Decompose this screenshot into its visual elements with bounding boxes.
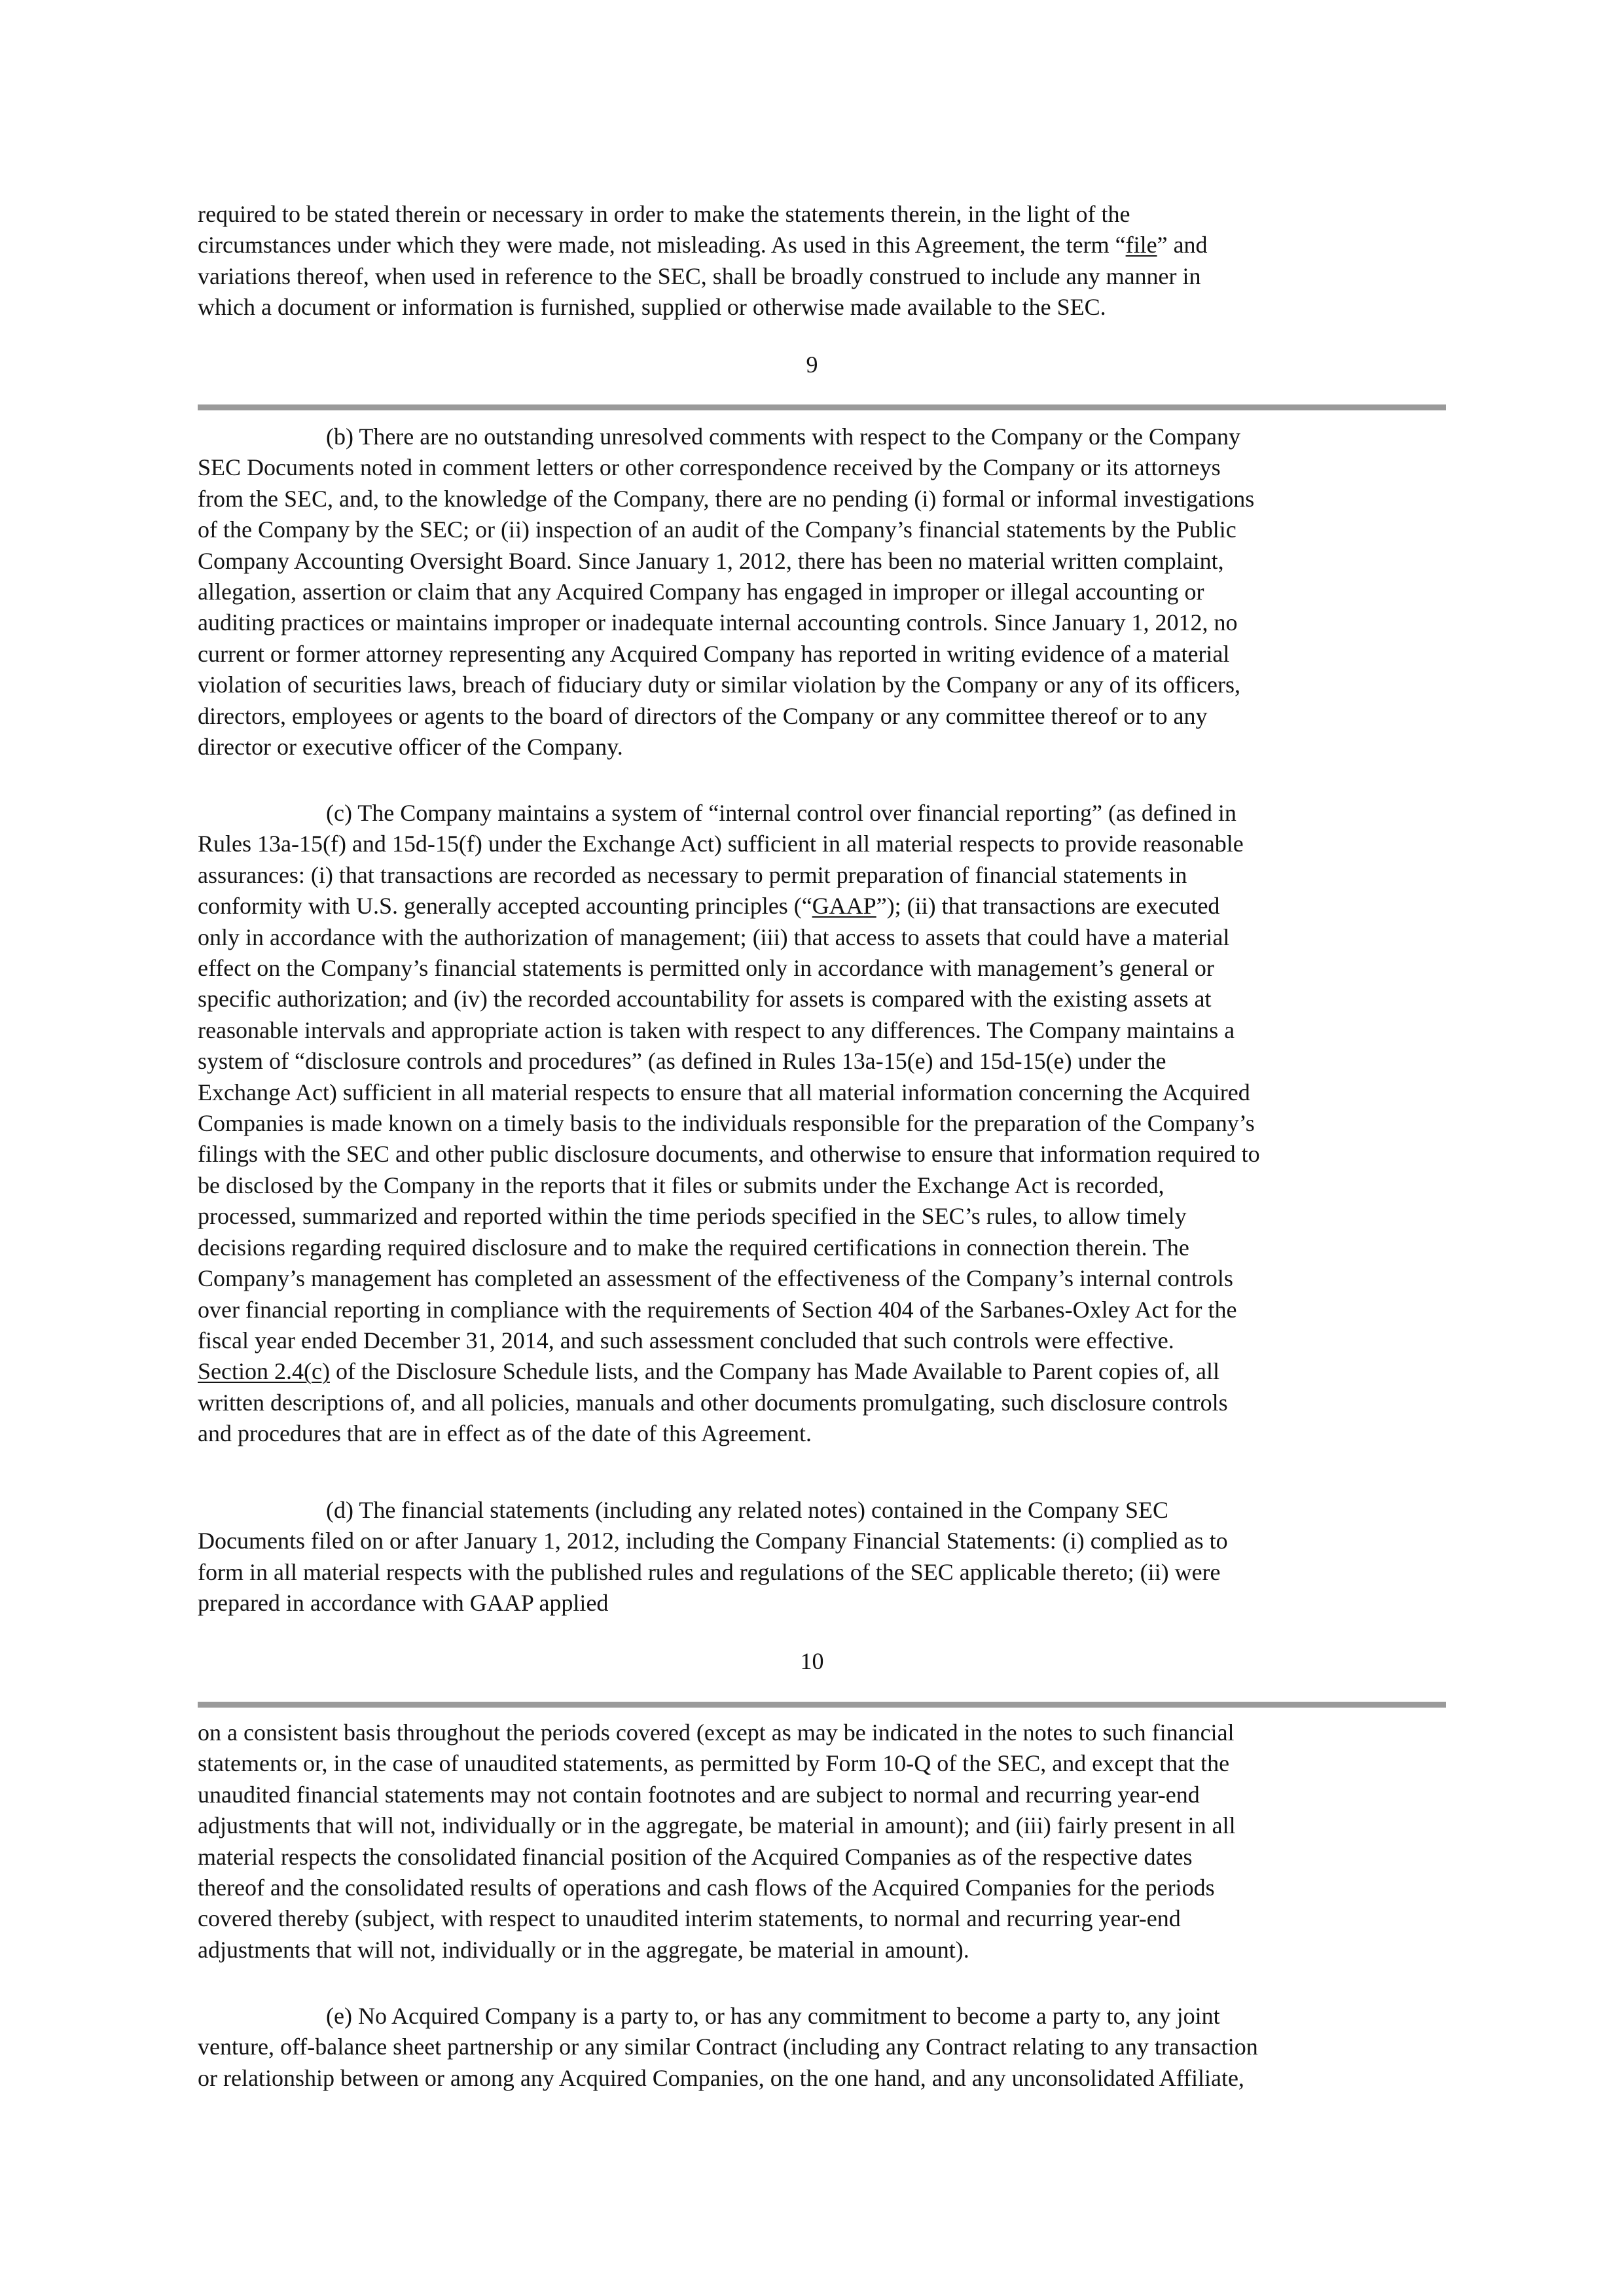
text-run: only in accordance with the authorization of management; (iii) that access to assets that could have a material xyxy=(198,924,1230,950)
text-run: decisions regarding required disclosure and to make the required certifications in connection therein. The xyxy=(198,1234,1189,1261)
text-run: material respects the consolidated financial position of the Acquired Companies as of the respective dates xyxy=(198,1843,1193,1870)
text-line xyxy=(198,798,1441,829)
text-run: required to be stated therein or necessary in order to make the statements therein, in the light of the xyxy=(198,201,1130,227)
text-line xyxy=(198,422,1441,452)
text-line xyxy=(198,546,1441,577)
page-number-10: 10 xyxy=(800,1648,824,1674)
text-run: effect on the Company’s financial statements is permitted only in accordance with management’s general or xyxy=(198,955,1214,982)
text-run: covered thereby (subject, with respect to unaudited interim statements, to normal and recurring year-end xyxy=(198,1905,1181,1932)
text-run: fiscal year ended December 31, 2014, and such assessment concluded that such controls were effective. xyxy=(198,1327,1174,1354)
text-run: filings with the SEC and other public disclosure documents, and otherwise to ensure that information required to xyxy=(198,1141,1260,1168)
text-line xyxy=(198,829,1441,859)
text-run: specific authorization; and (iv) the recorded accountability for assets is compared with the existing assets at xyxy=(198,986,1212,1013)
text-run: Exchange Act) sufficient in all material respects to ensure that all material information concerning the Acquired xyxy=(198,1079,1250,1105)
text-line xyxy=(198,639,1441,670)
text-line xyxy=(198,1557,1441,1588)
text-run: auditing practices or maintains improper or inadequate internal accounting controls. Since January 1, 2012, no xyxy=(198,609,1238,636)
page-number-9: 9 xyxy=(806,351,818,378)
text-line xyxy=(198,1903,1441,1934)
text-line xyxy=(198,1748,1441,1779)
text-run: Documents filed on or after January 1, 2012, including the Company Financial Statements: (i) complied as to xyxy=(198,1528,1228,1554)
text-line xyxy=(198,1170,1441,1201)
text-run: of the Company by the SEC; or (ii) inspection of an audit of the Company’s financial statements by the Public xyxy=(198,516,1236,543)
text-line xyxy=(198,292,1441,323)
text-line xyxy=(198,701,1441,732)
text-line xyxy=(198,922,1441,953)
text-line xyxy=(198,607,1441,638)
text-run: Company’s management has completed an assessment of the effectiveness of the Company’s internal controls xyxy=(198,1265,1233,1292)
text-line xyxy=(198,1418,1441,1449)
text-line xyxy=(198,670,1441,700)
text-line xyxy=(198,1717,1441,1748)
text-line xyxy=(198,2032,1441,2062)
text-line xyxy=(198,1526,1441,1556)
text-run: variations thereof, when used in reference to the SEC, shall be broadly construed to include any manner in xyxy=(198,262,1201,289)
text-run: thereof and the consolidated results of operations and cash flows of the Acquired Companies for the periods xyxy=(198,1874,1215,1901)
text-line xyxy=(198,1263,1441,1294)
text-line xyxy=(198,1356,1441,1387)
text-line xyxy=(198,2001,1441,2032)
text-run: Company Accounting Oversight Board. Since January 1, 2012, there has been no material written complaint, xyxy=(198,547,1224,574)
underlined-term: file xyxy=(1125,232,1157,259)
text-run: Rules 13a-15(f) and 15d-15(f) under the Exchange Act) sufficient in all material respects to provide reasonable xyxy=(198,831,1244,857)
text-line xyxy=(198,199,1441,230)
text-run: reasonable intervals and appropriate action is taken with respect to any differences. The Company maintains a xyxy=(198,1016,1235,1043)
text-line xyxy=(198,230,1441,260)
text-line xyxy=(198,1108,1441,1139)
text-run: processed, summarized and reported within the time periods specified in the SEC’s rules, to allow timely xyxy=(198,1203,1187,1230)
text-line xyxy=(198,732,1441,762)
underlined-term: GAAP xyxy=(812,893,876,920)
text-run: director or executive officer of the Company. xyxy=(198,734,623,761)
text-line xyxy=(198,1325,1441,1356)
text-line xyxy=(198,2063,1441,2094)
text-line xyxy=(198,1139,1441,1170)
paragraph-d xyxy=(198,1495,1441,1619)
text-line xyxy=(198,1077,1441,1108)
text-line xyxy=(198,577,1441,607)
text-line xyxy=(198,484,1441,514)
text-run: statements or, in the case of unaudited statements, as permitted by Form 10-Q of the SEC, and except that the xyxy=(198,1750,1230,1777)
text-line xyxy=(198,1388,1441,1418)
text-line xyxy=(198,1780,1441,1810)
text-line xyxy=(198,1495,1441,1526)
text-line xyxy=(198,1935,1441,1965)
text-run: ”); (ii) that transactions are executed xyxy=(876,893,1220,920)
text-run: from the SEC, and, to the knowledge of the Company, there are no pending (i) formal or informal investigations xyxy=(198,485,1255,512)
text-run: conformity with U.S. generally accepted accounting principles (“ xyxy=(198,893,812,920)
text-run: which a document or information is furnished, supplied or otherwise made available to the SEC. xyxy=(198,294,1106,321)
paragraph-continuation-page-11 xyxy=(198,1717,1441,1965)
text-run: and procedures that are in effect as of the date of this Agreement. xyxy=(198,1420,812,1447)
text-run: system of “disclosure controls and procedures” (as defined in Rules 13a-15(e) and 15d-15(e) under the xyxy=(198,1048,1166,1075)
text-run: current or former attorney representing any Acquired Company has reported in writing evidence of a material xyxy=(198,640,1230,667)
page-break-divider xyxy=(198,1702,1446,1708)
text-line xyxy=(198,891,1441,922)
text-run: (e) No Acquired Company is a party to, or has any commitment to become a party to, any joint xyxy=(326,2003,1220,2029)
text-run: of the Disclosure Schedule lists, and the Company has Made Available to Parent copies of, all xyxy=(329,1358,1219,1385)
text-run: ” and xyxy=(1157,232,1208,259)
text-run: be disclosed by the Company in the reports that it files or submits under the Exchange Act is recorded, xyxy=(198,1172,1164,1198)
text-run: Companies is made known on a timely basis to the individuals responsible for the preparation of the Company’s xyxy=(198,1110,1255,1137)
text-line xyxy=(198,1842,1441,1873)
text-run: circumstances under which they were made, not misleading. As used in this Agreement, the term “ xyxy=(198,232,1126,259)
text-run: adjustments that will not, individually or in the aggregate, be material in amount); and (iii) fairly present in all xyxy=(198,1812,1236,1839)
text-line xyxy=(198,452,1441,483)
text-run: on a consistent basis throughout the periods covered (except as may be indicated in the notes to such financial xyxy=(198,1719,1235,1746)
paragraph-b xyxy=(198,422,1441,762)
text-line xyxy=(198,984,1441,1014)
text-line xyxy=(198,514,1441,545)
text-line xyxy=(198,261,1441,292)
text-run: unaudited financial statements may not contain footnotes and are subject to normal and recurring year-end xyxy=(198,1781,1200,1808)
text-line xyxy=(198,1588,1441,1619)
text-line xyxy=(198,1201,1441,1232)
text-run: directors, employees or agents to the board of directors of the Company or any committee thereof or to any xyxy=(198,702,1208,729)
paragraph-continuation-page-9 xyxy=(198,199,1441,323)
text-line xyxy=(198,953,1441,984)
text-run: venture, off-balance sheet partnership or any similar Contract (including any Contract relating to any transaction xyxy=(198,2034,1258,2060)
text-line xyxy=(198,1810,1441,1841)
text-run: written descriptions of, and all policies, manuals and other documents promulgating, such disclosure controls xyxy=(198,1389,1228,1416)
text-line xyxy=(198,1232,1441,1263)
text-line xyxy=(198,1295,1441,1325)
text-run: SEC Documents noted in comment letters or other correspondence received by the Company or its attorneys xyxy=(198,454,1221,481)
text-run: over financial reporting in compliance with the requirements of Section 404 of the Sarbanes-Oxley Act for the xyxy=(198,1296,1237,1323)
text-line xyxy=(198,1873,1441,1903)
text-run: prepared in accordance with GAAP applied xyxy=(198,1590,609,1617)
text-run: or relationship between or among any Acquired Companies, on the one hand, and any unconsolidated Affiliate, xyxy=(198,2064,1244,2091)
text-line xyxy=(198,860,1441,891)
paragraph-c xyxy=(198,798,1441,1450)
underlined-term: Section 2.4(c) xyxy=(198,1358,330,1385)
text-line xyxy=(198,1015,1441,1046)
text-run: assurances: (i) that transactions are recorded as necessary to permit preparation of financial statements in xyxy=(198,861,1187,888)
text-run: form in all material respects with the published rules and regulations of the SEC applicable thereto; (ii) were xyxy=(198,1558,1221,1585)
page-break-divider xyxy=(198,404,1446,410)
text-run: (c) The Company maintains a system of “internal control over financial reporting” (as defined in xyxy=(326,800,1236,826)
text-run: adjustments that will not, individually or in the aggregate, be material in amount). xyxy=(198,1936,969,1963)
text-run: violation of securities laws, breach of fiduciary duty or similar violation by the Company or any of its officers, xyxy=(198,672,1240,698)
text-run: (d) The financial statements (including any related notes) contained in the Company SEC xyxy=(326,1497,1168,1523)
text-run: allegation, assertion or claim that any Acquired Company has engaged in improper or illegal accounting or xyxy=(198,579,1204,605)
text-line xyxy=(198,1046,1441,1077)
paragraph-e xyxy=(198,2001,1441,2094)
text-run: (b) There are no outstanding unresolved comments with respect to the Company or the Company xyxy=(326,423,1241,450)
